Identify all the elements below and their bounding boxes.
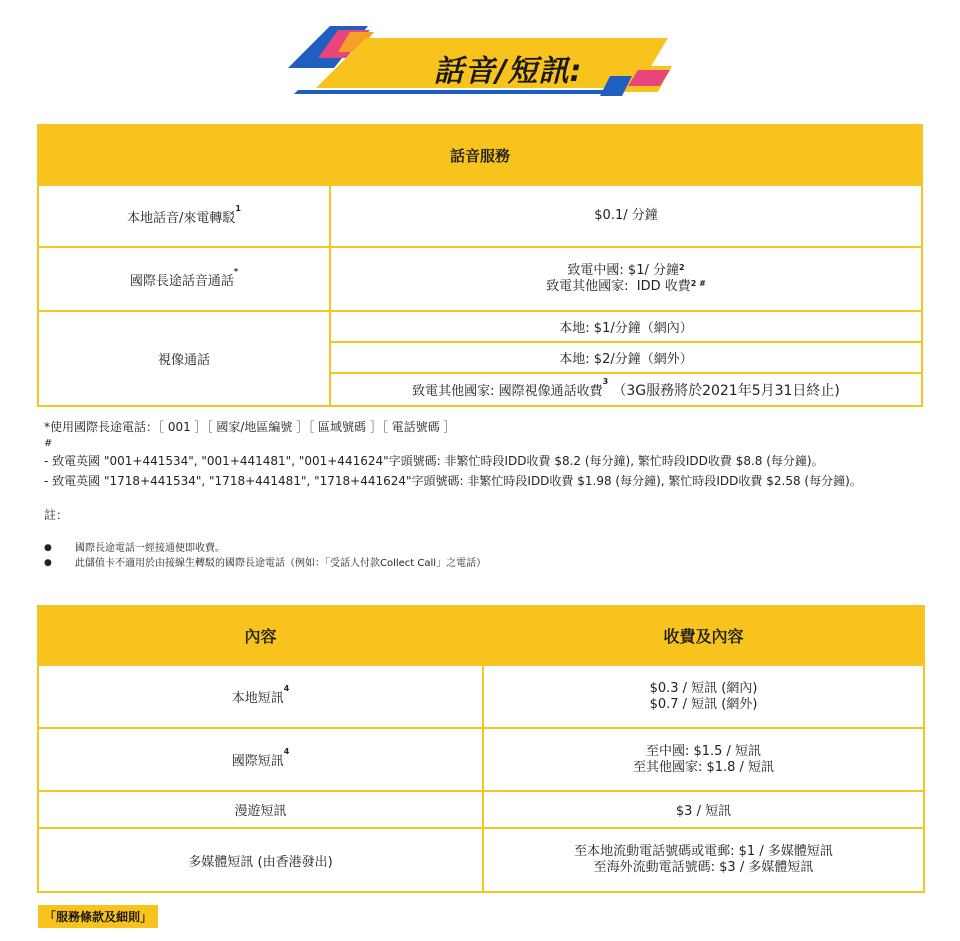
sms-label-roaming: 漫遊短訊 [38, 791, 483, 828]
sms-value-roaming: $3 / 短訊 [483, 791, 924, 828]
voice-notes [44, 417, 862, 525]
terms-link[interactable]: 「服務條款及細則」 [38, 905, 158, 928]
table-row [38, 728, 924, 791]
sms-label-international: 國際短訊$^4$ [38, 728, 483, 791]
table-row [38, 311, 922, 342]
table-row [38, 665, 924, 728]
table-row [38, 828, 924, 892]
hash-note: # [44, 438, 53, 449]
remark-list [44, 541, 486, 571]
row-value-idd-voice: 致電中國: $1/ 分鐘$^2$ 致電其他國家: IDD 收費$^{2 \#}$ [330, 247, 922, 311]
sms-label-local: 本地短訊$^4$ [38, 665, 483, 728]
sms-col-charge: 收費及內容 [483, 606, 924, 665]
video-international: 致電其他國家: 國際視像通話收費$^3$ （3G服務將於2021年5月31日終止) [330, 373, 922, 406]
list-item: ● 此儲值卡不適用於由接線生轉駁的國際長途電話（例如：「受話人付款Collect Call」之電話） [44, 556, 486, 571]
voice-table-header: 話音服務 [38, 125, 922, 185]
uk-note-1: - 致電英國 "001+441534", "001+441481", "001+441624"字頭號碼: 非繁忙時段IDD收費 $8.2 (每分鐘), 繁忙時段IDD收費 $8.8 (每分鐘)。 [44, 454, 824, 468]
row-label-idd-voice: 國際長途話音通話* [38, 247, 330, 311]
row-label-video-call: 視像通話 [38, 311, 330, 406]
video-local-offnet: 本地: $2/分鐘（網外） [330, 342, 922, 373]
section-banner [288, 26, 676, 100]
sms-service-table [37, 605, 925, 893]
sms-label-mms: 多媒體短訊 (由香港發出) [38, 828, 483, 892]
table-row [38, 247, 922, 311]
uk-note-2: - 致電英國 "1718+441534", "1718+441481", "1718+441624"字頭號碼: 非繁忙時段IDD收費 $1.98 (每分鐘), 繁忙時段IDD收費 $2.58 (每分鐘)。 [44, 474, 862, 488]
row-label-local-voice: 本地話音/來電轉駁$^1$ [38, 185, 330, 247]
sms-value-local: $0.3 / 短訊 (網內) $0.7 / 短訊 (網外) [483, 665, 924, 728]
remark-title: 註： [44, 508, 69, 522]
video-local-onnet: 本地: $1/分鐘（網內） [330, 311, 922, 342]
list-item: ● 國際長途電話一經接通便即收費。 [44, 541, 486, 556]
table-row [38, 185, 922, 247]
table-row [38, 791, 924, 828]
sms-col-content: 內容 [38, 606, 483, 665]
idd-note: *使用國際長途電話：［ 001 ］［ 國家/地區編號 ］［ 區域號碼 ］［ 電話號碼 ］ [44, 420, 456, 434]
voice-service-table [37, 124, 923, 407]
sms-value-international: 至中國: $1.5 / 短訊 至其他國家: $1.8 / 短訊 [483, 728, 924, 791]
sms-value-mms: 至本地流動電話號碼或電郵: $1 / 多媒體短訊 至海外流動電話號碼: $3 / 多媒體短訊 [483, 828, 924, 892]
row-value-local-voice: $0.1/ 分鐘 [330, 185, 922, 247]
banner-title: 話音/短訊: [433, 54, 583, 89]
